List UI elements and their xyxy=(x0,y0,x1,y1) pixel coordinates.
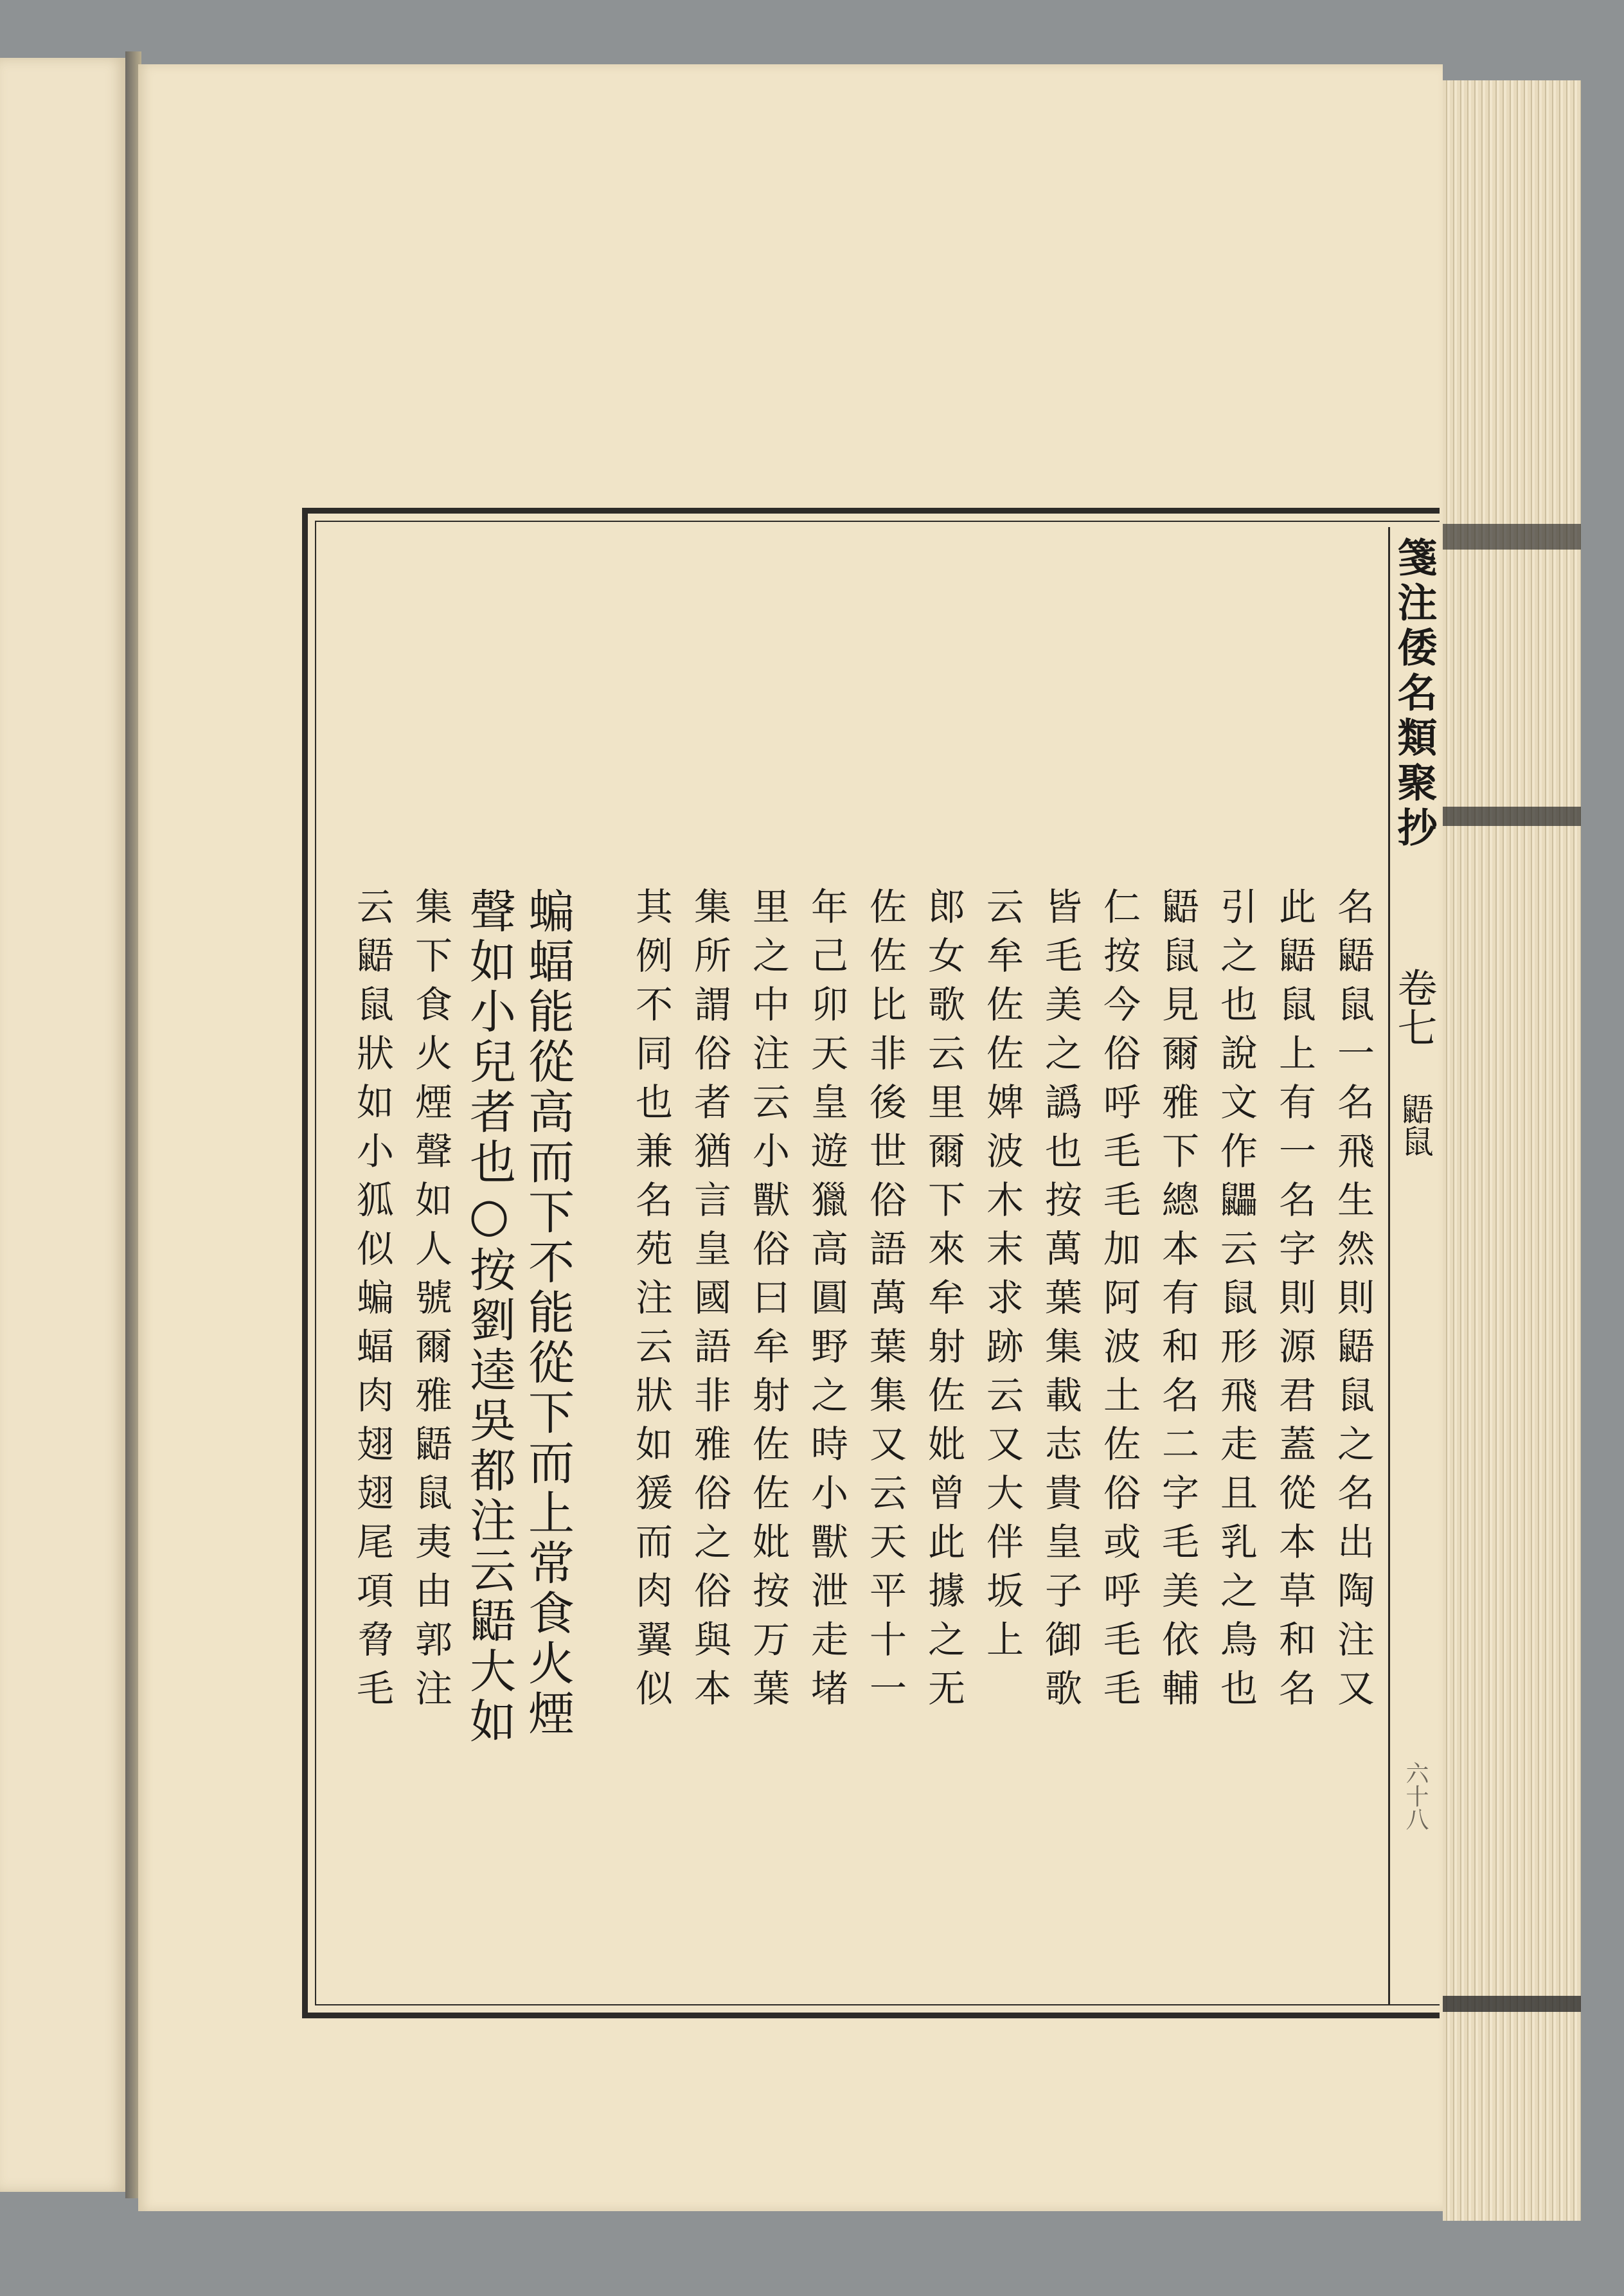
text-column-large: 蝙蝠能從高而下不能從下而上常食火煙 xyxy=(521,887,575,1739)
text-column: 佐佐比非後世俗語萬葉集又云天平十一 xyxy=(863,887,907,1718)
text-column: 仁按今俗呼毛毛加阿波土佐俗或呼毛毛 xyxy=(1097,887,1141,1718)
volume-label: 卷七 xyxy=(1391,967,1438,1047)
edge-band xyxy=(1443,807,1581,826)
text-column: 皆毛美之譌也按萬葉集載志貴皇子御歌 xyxy=(1039,887,1082,1718)
edge-band xyxy=(1443,1996,1581,2012)
text-column: 云牟佐佐婢波木末求跡云又大伴坂上 xyxy=(980,887,1024,1669)
text-column: 云鼯鼠狀如小狐似蝙蝠肉翅翅尾項脅毛 xyxy=(350,887,394,1718)
text-column: 鼯鼠見爾雅下總本有和名二字毛美依輔 xyxy=(1156,887,1199,1718)
text-column: 郎女歌云里爾下來牟射佐妣曾此據之无 xyxy=(922,887,965,1718)
main-text xyxy=(328,887,1382,1980)
text-column: 其例不同也兼名苑注云狀如猨而肉翼似 xyxy=(629,887,673,1718)
text-column: 此鼯鼠上有一名字則源君蓋從本草和名 xyxy=(1272,887,1316,1718)
column-spacer xyxy=(576,887,621,1980)
page-edges xyxy=(1443,80,1581,2221)
text-column: 名鼯鼠一名飛生然則鼯鼠之名出陶注又 xyxy=(1331,887,1375,1718)
section-label: 鼯鼠 xyxy=(1396,1093,1434,1157)
text-column: 集所謂俗者猶言皇國語非雅俗之俗與本 xyxy=(688,887,731,1718)
left-page xyxy=(0,58,127,2192)
text-column: 里之中注云小獸俗曰牟射佐佐妣按万葉 xyxy=(746,887,790,1718)
text-column-large: 聲如小兒者也○按劉逵吳都注云鼯大如 xyxy=(462,887,516,1747)
text-column: 引之也說文作鼺云鼠形飛走且乳之鳥也 xyxy=(1214,887,1258,1718)
folio-number: 六十八 xyxy=(1402,1761,1429,1831)
text-column: 年己卯天皇遊獵高圓野之時小獸泄走堵 xyxy=(805,887,848,1718)
book-title: 箋注倭名類聚抄 xyxy=(1391,537,1438,852)
edge-band xyxy=(1443,524,1581,550)
text-column: 集下食火煙聲如人號爾雅鼯鼠夷由郭注 xyxy=(409,887,452,1718)
